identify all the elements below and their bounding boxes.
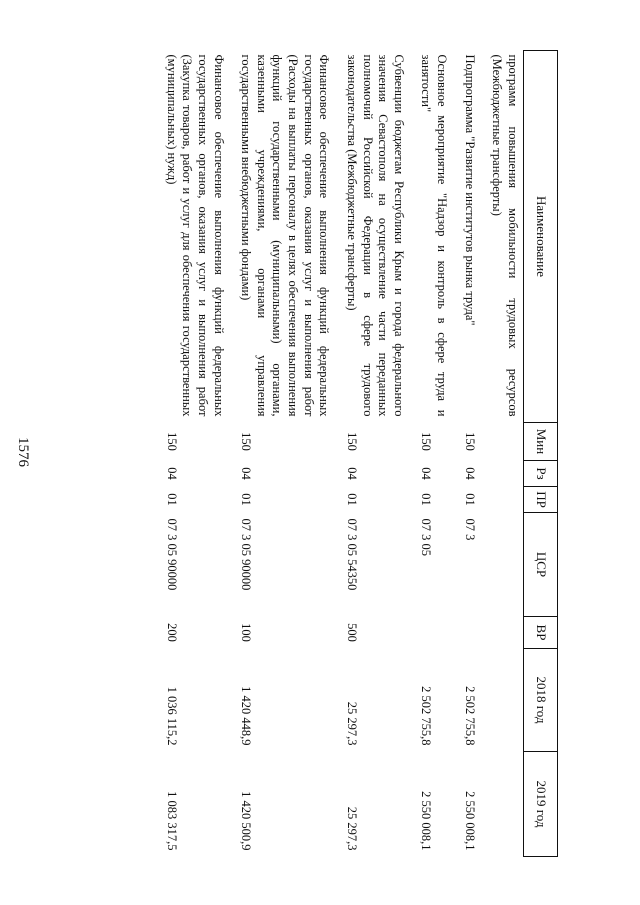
row-2019	[487, 752, 524, 857]
row-pr	[487, 487, 524, 513]
page-number: 1576	[15, 437, 31, 467]
header-rz: Рз	[524, 461, 558, 487]
row-rz: 04	[462, 467, 477, 480]
header-name: Наименование	[524, 51, 558, 423]
row-csr: 07 3 05 54350	[345, 518, 359, 591]
row-rz	[487, 461, 524, 487]
table-row	[236, 51, 342, 857]
row-csr: 07 3	[462, 518, 477, 541]
header-pr: ПР	[524, 487, 558, 513]
row-name: Финансовое обеспечение выполнения функций федеральных государственных органов, оказания услуг и выполнения работ (Расходы на выплаты персоналу в целях обеспечения выполнения функций государственными (муниципальными) органами, казенными учреждениями, органами управления государственными внебюджетными фондами)	[239, 54, 332, 417]
row-2019: 2 550 008,1	[419, 791, 434, 851]
header-2019: 2019 год	[524, 752, 558, 857]
header-min: Мин	[524, 423, 558, 461]
budget-table	[161, 50, 558, 857]
row-rz: 04	[239, 467, 254, 480]
row-pr: 01	[462, 493, 477, 506]
header-csr: ЦСР	[524, 513, 558, 617]
header-2018: 2018 год	[524, 649, 558, 752]
row-2018	[487, 649, 524, 752]
row-vr: 200	[164, 623, 179, 642]
row-csr: 07 3 05 90000	[164, 518, 179, 591]
row-pr: 01	[345, 493, 359, 506]
row-name: Подпрограмма "Развитие институтов рынка труда"	[462, 54, 477, 326]
table-row	[459, 51, 487, 857]
row-pr: 01	[164, 493, 179, 506]
table-row	[341, 51, 416, 857]
row-name: Субвенции бюджетам Республики Крым и города федерального значения Севастополя на осуществление части переданных полномочий Российской Федерации в сфере трудового законодательства (Межбюджетные трансферты)	[345, 54, 406, 417]
row-2018: 1 420 448,9	[239, 686, 254, 746]
row-2019: 1 083 317,5	[164, 791, 179, 851]
row-vr	[416, 617, 459, 649]
row-min: 150	[419, 432, 434, 451]
row-2018: 2 502 755,8	[462, 686, 477, 746]
row-min: 150	[239, 432, 254, 451]
row-pr: 01	[239, 493, 254, 506]
row-min: 150	[345, 432, 359, 451]
row-rz: 04	[345, 467, 359, 480]
row-csr: 07 3 05	[419, 518, 434, 556]
row-2019: 2 550 008,1	[462, 791, 477, 851]
row-name: Финансовое обеспечение выполнения функций федеральных государственных органов, оказания услуг и выполнения работ (Закупка товаров, работ и услуг для обеспечения государственных (муниципальных) нужд)	[164, 54, 226, 417]
row-pr: 01	[419, 493, 434, 506]
row-min	[487, 423, 524, 461]
row-vr: 500	[345, 623, 359, 642]
row-2019: 25 297,3	[345, 806, 359, 851]
row-2018: 25 297,3	[345, 701, 359, 746]
row-csr	[487, 513, 524, 617]
table-row	[416, 51, 459, 857]
row-name: Основное мероприятие "Надзор и контроль в сфере труда и занятости"	[419, 54, 450, 417]
header-vr: ВР	[524, 617, 558, 649]
table-header-row	[524, 51, 558, 857]
row-vr	[487, 617, 524, 649]
row-vr: 100	[239, 623, 254, 642]
row-min: 150	[164, 432, 179, 451]
row-2018: 1 036 115,2	[164, 686, 179, 746]
row-2018: 2 502 755,8	[419, 686, 434, 746]
row-rz: 04	[164, 467, 179, 480]
row-vr	[459, 617, 487, 649]
row-min: 150	[462, 432, 477, 451]
row-csr: 07 3 05 90000	[239, 518, 254, 591]
table-row	[161, 51, 236, 857]
row-rz: 04	[419, 467, 434, 480]
table-row	[487, 51, 524, 857]
row-2019: 1 420 500,9	[239, 791, 254, 851]
row-name: программ повышения мобильности трудовых ресурсов (Межбюджетные трансферты)	[490, 54, 520, 417]
